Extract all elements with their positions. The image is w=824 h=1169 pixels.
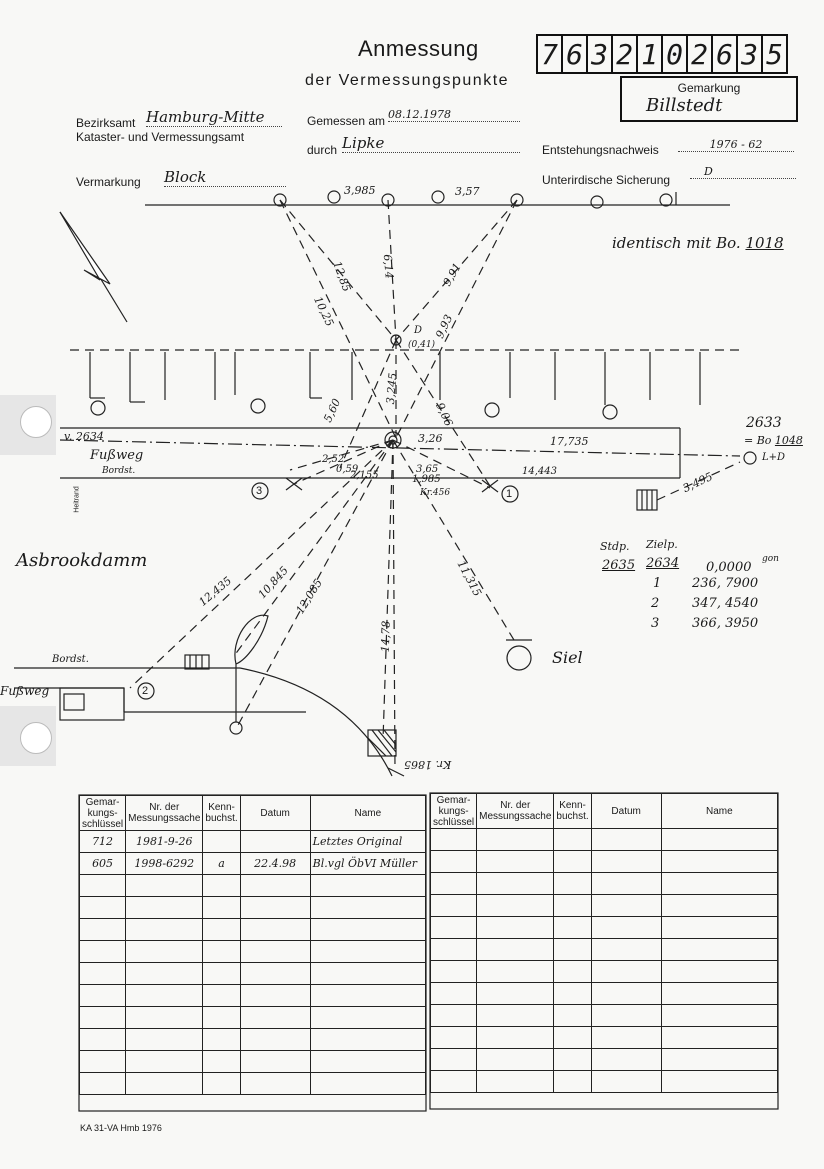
table-cell	[431, 939, 477, 961]
table-cell	[240, 1029, 310, 1051]
table-cell	[431, 895, 477, 917]
table-cell	[80, 963, 126, 985]
table-row	[431, 939, 778, 961]
fussweg-label: Fußweg	[90, 448, 144, 463]
table-row	[80, 985, 426, 1007]
measure-1285: 12,85	[330, 259, 354, 294]
table-cell	[203, 963, 240, 985]
table-row	[431, 1005, 778, 1027]
measure-12085: 12,085	[293, 576, 325, 617]
table-cell	[591, 851, 661, 873]
point-bo-prefix	[744, 434, 803, 447]
punkt-digit: 6	[563, 36, 588, 72]
circle-1: 1	[506, 488, 513, 500]
gemarkung-value: Billstedt	[646, 95, 723, 116]
table-cell	[310, 897, 425, 919]
table-cell	[661, 895, 777, 917]
table-cell	[310, 919, 425, 941]
table-cell	[310, 1051, 425, 1073]
table-cell	[554, 1027, 591, 1049]
table-cell	[554, 961, 591, 983]
zielp-header: Zielp.	[646, 538, 678, 551]
table-cell	[310, 875, 425, 897]
table-cell	[554, 829, 591, 851]
table-cell	[310, 1029, 425, 1051]
measure-3245: 3,245	[383, 372, 400, 405]
measure-614: 6,14	[380, 253, 396, 280]
table-row	[431, 1049, 778, 1071]
table-cell	[554, 851, 591, 873]
table-cell	[126, 875, 203, 897]
measure-14443: 14,443	[522, 466, 557, 477]
table-cell: Letztes Original	[310, 831, 425, 853]
table-cell	[477, 895, 554, 917]
table-cell	[661, 917, 777, 939]
table-cell	[554, 917, 591, 939]
table-cell	[203, 941, 240, 963]
table-cell	[203, 1073, 240, 1095]
table-row	[80, 941, 426, 963]
dir-row-4-wert: 366, 3950	[692, 616, 759, 631]
table-cell	[203, 1051, 240, 1073]
table-row	[80, 897, 426, 919]
header-datum: Datum	[240, 796, 310, 831]
table-cell	[477, 983, 554, 1005]
header-messungssache: Nr. der Messungssache	[477, 794, 554, 829]
table-cell	[431, 829, 477, 851]
form-subtitle: der Vermessungspunkte	[305, 72, 510, 89]
table-cell	[591, 939, 661, 961]
table-cell	[591, 1005, 661, 1027]
table-cell	[310, 985, 425, 1007]
table-cell	[80, 1073, 126, 1095]
table-cell	[661, 961, 777, 983]
punkt-digit: 7	[538, 36, 563, 72]
table-cell	[126, 985, 203, 1007]
fussweg-lower-label: Fußweg	[0, 684, 50, 698]
table-cell	[477, 1005, 554, 1027]
table-cell	[126, 1029, 203, 1051]
measure-252: 2,52	[322, 454, 345, 465]
table-cell	[431, 1071, 477, 1093]
table-cell	[203, 875, 240, 897]
table-row	[80, 1073, 426, 1095]
circle-3: 3	[256, 485, 263, 497]
table-cell	[477, 917, 554, 939]
table-cell	[591, 917, 661, 939]
measure-1025: 10,25	[311, 294, 337, 329]
point-lplusd: L+D	[762, 452, 786, 463]
table-cell	[554, 1005, 591, 1027]
d-paren-label: (0,41)	[408, 340, 436, 350]
vermarkung-label: Vermarkung	[76, 175, 141, 189]
table-cell	[310, 941, 425, 963]
header-name: Name	[661, 794, 777, 829]
table-cell	[80, 1051, 126, 1073]
table-cell	[554, 1049, 591, 1071]
table-cell	[203, 919, 240, 941]
table-cell	[477, 939, 554, 961]
table-cell	[126, 1051, 203, 1073]
measure-1985: 1,985	[412, 474, 441, 485]
table-cell	[240, 985, 310, 1007]
table-cell	[661, 1071, 777, 1093]
measure-059: 0,59	[336, 464, 359, 475]
v-2634-label: v. 2634	[64, 430, 104, 443]
table-cell: 1998-6292	[126, 853, 203, 875]
table-row	[431, 1027, 778, 1049]
measure-kr1865: Kr. 1865	[404, 758, 452, 771]
register-table-right	[430, 793, 778, 1093]
table-cell	[477, 851, 554, 873]
punkt-digit: 3	[738, 36, 763, 72]
table-cell	[591, 895, 661, 917]
measure-906: 9,06	[433, 400, 456, 429]
table-row	[80, 1007, 426, 1029]
table-cell	[431, 961, 477, 983]
header-gemarkung: Gemar-kungs-schlüssel	[80, 796, 126, 831]
measure-3495: 3,495	[680, 469, 715, 496]
identisch-number: 1018	[745, 234, 784, 252]
table-cell	[591, 1049, 661, 1071]
table-cell	[80, 941, 126, 963]
table-cell: 605	[80, 853, 126, 875]
dir-row-2-wert: 236, 7900	[692, 576, 759, 591]
header-gemarkung: Gemar-kungs-schlüssel	[431, 794, 477, 829]
table-cell	[591, 829, 661, 851]
table-row	[431, 1071, 778, 1093]
circle-2: 2	[142, 685, 149, 697]
table-row	[431, 895, 778, 917]
table-cell	[431, 1027, 477, 1049]
table-cell	[310, 1007, 425, 1029]
unterirdisch-label: Unterirdische Sicherung	[542, 173, 671, 187]
measure-kr456: Kr.456	[420, 488, 451, 498]
table-cell	[310, 1073, 425, 1095]
dir-row-1-wert: 0,0000	[706, 560, 752, 575]
measure-991: 9,91	[440, 260, 465, 289]
punkt-digit: 5	[766, 37, 783, 71]
table-cell	[477, 1049, 554, 1071]
bordst-label: Bordst.	[102, 466, 136, 476]
table-cell	[203, 1007, 240, 1029]
table-row	[80, 875, 426, 897]
table-cell	[126, 941, 203, 963]
table-cell: 22.4.98	[240, 853, 310, 875]
table-cell	[661, 873, 777, 895]
table-row	[431, 917, 778, 939]
table-cell	[591, 873, 661, 895]
table-cell	[431, 917, 477, 939]
table-cell	[661, 1049, 777, 1071]
dir-unit: gon	[762, 554, 779, 564]
table-cell	[477, 1027, 554, 1049]
durch-label: durch	[307, 143, 338, 157]
measure-12435: 12,435	[196, 574, 235, 609]
measure-1478: 14,78	[378, 620, 393, 653]
vermarkung-value: Block	[164, 168, 286, 187]
bezirksamt-label: Bezirksamt	[76, 116, 136, 130]
header-messungssache: Nr. der Messungssache	[126, 796, 203, 831]
measure-326: 3,26	[418, 432, 443, 445]
register-table-left	[79, 795, 426, 1095]
table-cell	[477, 873, 554, 895]
measure-10845: 10,845	[255, 563, 291, 602]
table-cell	[661, 983, 777, 1005]
table-cell	[661, 939, 777, 961]
table-cell: a	[203, 853, 240, 875]
table-cell: Bl.vgl ÖbVI Müller	[310, 853, 425, 875]
table-cell	[203, 831, 240, 853]
dir-row-4-ziel: 3	[651, 616, 660, 631]
form-number: KA 31-VA Hmb 1976	[80, 1123, 162, 1133]
table-row	[431, 983, 778, 1005]
table-cell	[203, 897, 240, 919]
gemessen-value: 08.12.1978	[388, 108, 520, 122]
kataster-label: Kataster- und Vermessungsamt	[76, 130, 245, 144]
unterirdisch-value: D	[690, 165, 796, 179]
stdp-value: 2635	[602, 558, 636, 573]
table-cell: 712	[80, 831, 126, 853]
measure-993: 9,93	[433, 312, 456, 341]
header-datum: Datum	[591, 794, 661, 829]
table-cell	[661, 829, 777, 851]
header-name: Name	[310, 796, 425, 831]
table-cell	[203, 985, 240, 1007]
punkt-digit: 0	[663, 36, 688, 72]
table-cell	[591, 1027, 661, 1049]
header-kennbuchst: Kenn-buchst.	[203, 796, 240, 831]
table-cell	[431, 983, 477, 1005]
point-bo-number: 1048	[774, 434, 803, 447]
table-cell	[80, 1007, 126, 1029]
table-cell	[477, 961, 554, 983]
point-bo-label: = Bo	[744, 434, 772, 447]
bezirksamt-value: Hamburg-Mitte	[146, 108, 282, 127]
table-row	[80, 963, 426, 985]
punkt-digit: 2	[688, 36, 713, 72]
table-cell	[126, 1073, 203, 1095]
table-cell	[431, 1005, 477, 1027]
punkt-digit: 3	[588, 36, 613, 72]
table-row	[431, 873, 778, 895]
table-cell	[477, 829, 554, 851]
street-name: Asbrookdamm	[16, 550, 148, 571]
table-cell	[554, 983, 591, 1005]
measure-3985: 3,985	[344, 184, 376, 197]
table-cell	[554, 873, 591, 895]
dir-row-2-ziel: 1	[653, 576, 662, 591]
table-cell	[431, 851, 477, 873]
heitrand-label: Heitrand	[73, 486, 81, 513]
table-cell	[591, 1071, 661, 1093]
measure-17735: 17,735	[550, 435, 589, 448]
punkt-digit: 2	[613, 36, 638, 72]
punkt-digit: 6	[713, 36, 738, 72]
gemarkung-label: Gemarkung	[677, 81, 741, 95]
header-kennbuchst: Kenn-buchst.	[554, 794, 591, 829]
d-small-label: D	[414, 325, 423, 336]
measure-11315: 11,315	[454, 558, 485, 599]
table-cell	[554, 1071, 591, 1093]
table-row	[80, 1051, 426, 1073]
table-row	[431, 851, 778, 873]
table-cell	[126, 897, 203, 919]
gemessen-label: Gemessen am	[307, 114, 386, 128]
table-cell	[554, 895, 591, 917]
table-cell	[126, 963, 203, 985]
measure-365: 3,65	[416, 464, 439, 475]
table-row	[80, 853, 426, 875]
measure-357: 3,57	[455, 185, 480, 198]
table-cell	[80, 875, 126, 897]
table-cell	[240, 897, 310, 919]
table-cell	[431, 1049, 477, 1071]
table-row	[431, 829, 778, 851]
punkt-digit: 1	[638, 36, 663, 72]
table-cell	[661, 851, 777, 873]
table-cell	[80, 919, 126, 941]
dir-row-3-wert: 347, 4540	[692, 596, 759, 611]
table-cell	[240, 1051, 310, 1073]
measure-2155: 2,155	[350, 470, 379, 481]
table-cell	[661, 1027, 777, 1049]
entstehung-value: 1976 - 62	[678, 138, 794, 152]
table-cell	[591, 961, 661, 983]
table-row	[80, 919, 426, 941]
table-cell	[477, 1071, 554, 1093]
stdp-header: Stdp.	[600, 540, 630, 553]
table-row	[80, 831, 426, 853]
table-cell	[240, 919, 310, 941]
dir-row-3-ziel: 2	[651, 596, 660, 611]
table-cell	[126, 919, 203, 941]
table-cell	[240, 1007, 310, 1029]
table-cell	[591, 983, 661, 1005]
table-row	[431, 961, 778, 983]
identisch-label: identisch mit Bo.	[612, 234, 741, 252]
table-cell	[310, 963, 425, 985]
table-cell	[240, 963, 310, 985]
table-cell	[661, 1005, 777, 1027]
point-2633: 2633	[746, 415, 782, 431]
bordst-lower-label: Bordst.	[52, 654, 89, 665]
measure-560: 5,60	[321, 396, 344, 425]
table-cell	[554, 939, 591, 961]
siel-label: Siel	[552, 648, 583, 667]
table-cell	[240, 875, 310, 897]
form-title: Anmessung	[358, 36, 479, 61]
table-cell	[203, 1029, 240, 1051]
table-cell	[240, 831, 310, 853]
table-cell	[126, 1007, 203, 1029]
table-cell	[431, 873, 477, 895]
entstehung-label: Entstehungsnachweis	[542, 143, 659, 157]
durch-value: Lipke	[342, 134, 520, 153]
table-cell	[80, 897, 126, 919]
table-cell: 1981-9-26	[126, 831, 203, 853]
table-cell	[240, 941, 310, 963]
table-cell	[240, 1073, 310, 1095]
table-cell	[80, 985, 126, 1007]
table-row	[80, 1029, 426, 1051]
dir-row-1-ziel: 2634	[646, 556, 680, 571]
table-cell	[80, 1029, 126, 1051]
